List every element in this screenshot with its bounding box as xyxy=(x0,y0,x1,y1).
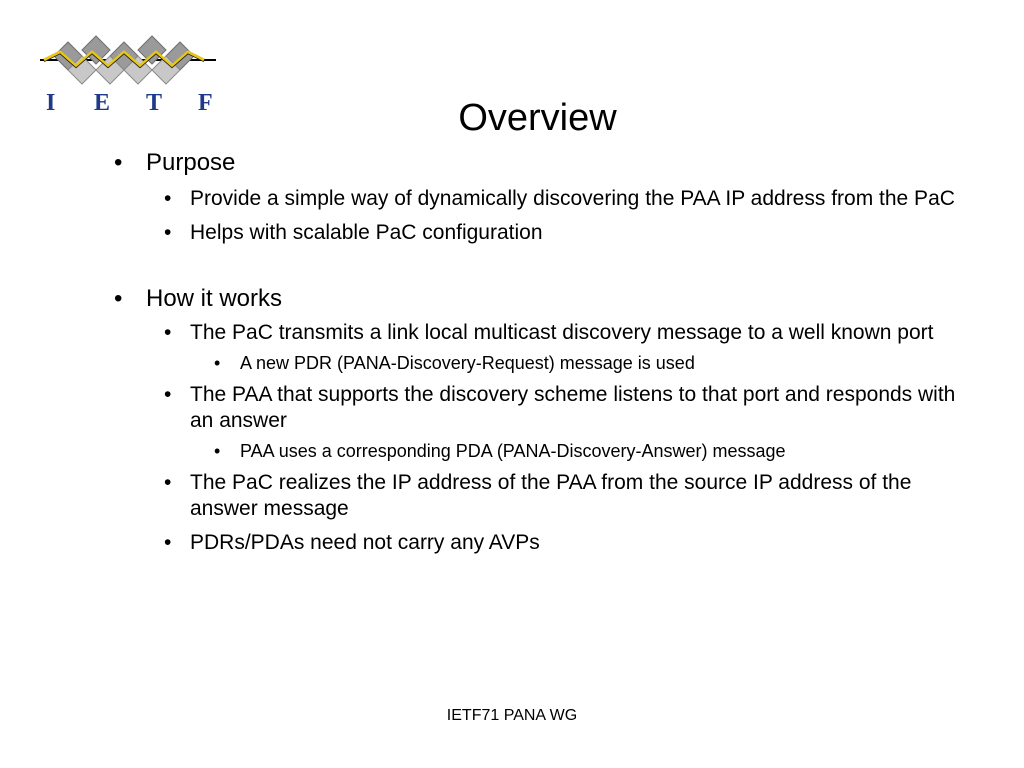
slide-footer: IETF71 PANA WG xyxy=(446,707,578,724)
slide-title: Overview xyxy=(458,97,617,139)
bullet-icon: • xyxy=(164,187,172,210)
bullet-icon: • xyxy=(164,383,172,406)
section-label: How it works xyxy=(146,285,283,312)
bullet-icon: • xyxy=(164,221,172,244)
slide-content xyxy=(112,148,982,556)
section-how-it-works xyxy=(112,284,982,314)
list-item-text: PDRs/PDAs need not carry any AVPs xyxy=(190,531,540,554)
section-purpose xyxy=(112,148,982,178)
ietf-diamond-graphic xyxy=(38,28,218,92)
list-item xyxy=(164,186,982,212)
bullet-icon: • xyxy=(164,531,172,554)
sub-list-item xyxy=(214,352,982,374)
list-item-text: Helps with scalable PaC configuration xyxy=(190,221,543,244)
sub-list-item-text: PAA uses a corresponding PDA (PANA-Discovery-Answer) message xyxy=(240,441,786,461)
bullet-icon: • xyxy=(114,285,123,312)
logo-letter-f: F xyxy=(198,90,213,116)
list-item-text: Provide a simple way of dynamically discovering the PAA IP address from the PaC xyxy=(190,187,955,210)
bullet-icon: • xyxy=(214,441,221,461)
logo-letter-e: E xyxy=(94,90,111,116)
list-item xyxy=(164,220,982,246)
section-label: Purpose xyxy=(146,149,236,176)
bullet-icon: • xyxy=(164,321,172,344)
list-item-text: The PaC realizes the IP address of the PAA from the source IP address of the answer message xyxy=(190,471,912,520)
bullet-icon: • xyxy=(214,353,221,373)
list-item-text: The PAA that supports the discovery scheme listens to that port and responds with an answer xyxy=(190,383,956,432)
list-item xyxy=(164,382,982,434)
list-item xyxy=(164,320,982,346)
list-item xyxy=(164,470,982,522)
list-item xyxy=(164,530,982,556)
bullet-icon: • xyxy=(114,149,123,176)
sub-list-item xyxy=(214,440,982,462)
sub-list-item-text: A new PDR (PANA-Discovery-Request) message is used xyxy=(240,353,695,373)
bullet-icon: • xyxy=(164,471,172,494)
logo-letter-i: I xyxy=(46,90,56,116)
logo-letter-t: T xyxy=(146,90,163,116)
list-item-text: The PaC transmits a link local multicast discovery message to a well known port xyxy=(190,321,934,344)
